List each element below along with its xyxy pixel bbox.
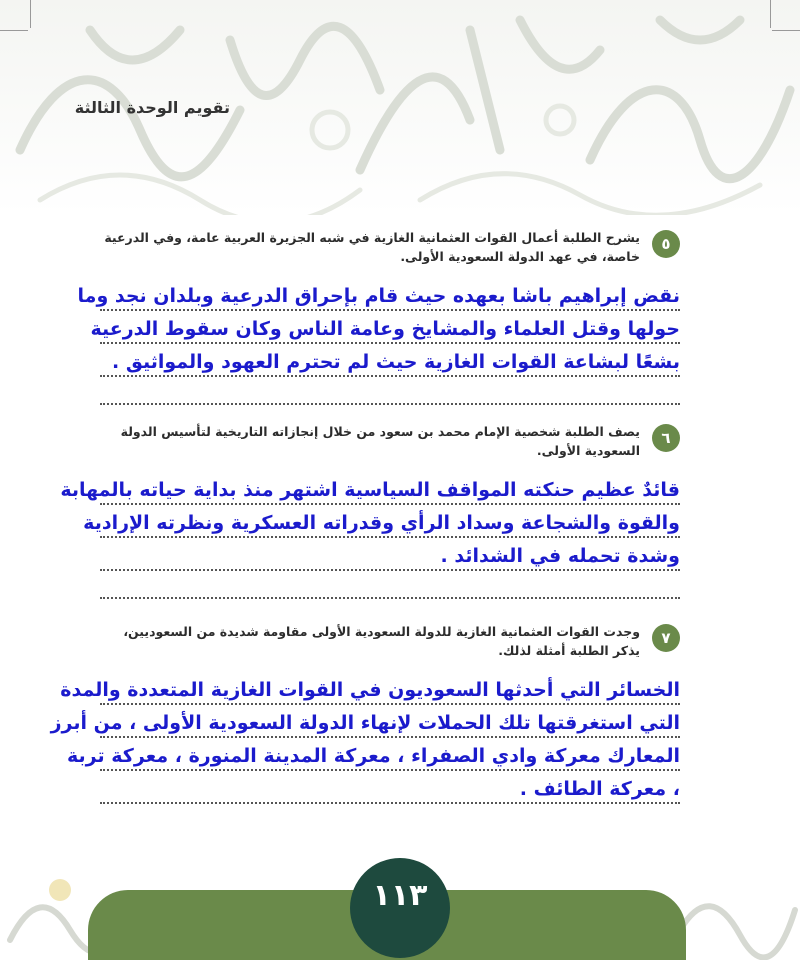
answer-area xyxy=(60,472,680,599)
unit-title: تقويم الوحدة الثالثة xyxy=(74,98,230,117)
answer-line xyxy=(50,705,680,738)
handwritten-answer: المعارك معركة وادي الصفراء ، معركة المدينة المنورة ، معركة تربة xyxy=(67,745,680,767)
answer-line xyxy=(100,771,680,804)
page-number: ١١٣ xyxy=(372,877,428,913)
handwritten-answer: الخسائر التي أحدثها السعوديون في القوات الغازية المتعددة والمدة xyxy=(60,679,680,701)
answer-area xyxy=(50,672,680,804)
crop-mark xyxy=(0,30,28,31)
handwritten-answer: والقوة والشجاعة وسداد الرأي وقدراته العسكرية ونظرته الإرادية xyxy=(83,512,680,534)
question-text-line: يشرح الطلبة أعمال القوات العثمانية الغازية في شبه الجزيرة العربية عامة، وفي الدرعية xyxy=(104,230,640,245)
handwritten-answer: بشعًا لبشاعة القوات الغازية حيث لم تحترم العهود والمواثيق . xyxy=(111,351,680,373)
answer-line xyxy=(60,672,680,705)
question-text-line: خاصة، في عهد الدولة السعودية الأولى. xyxy=(400,249,640,264)
handwritten-answer: ، معركة الطائف . xyxy=(519,778,680,800)
answer-line-empty xyxy=(100,377,680,405)
question-7 xyxy=(50,622,680,804)
answer-line xyxy=(67,738,680,771)
question-number-badge: ٦ xyxy=(652,424,680,452)
handwritten-answer: حولها وقتل العلماء والمشايخ وعامة الناس وكان سقوط الدرعية xyxy=(90,318,680,340)
answer-area xyxy=(77,278,680,405)
answer-line-empty xyxy=(100,571,680,599)
answer-line xyxy=(100,538,680,571)
answer-line xyxy=(77,278,680,311)
answer-line xyxy=(100,344,680,377)
question-header xyxy=(100,228,680,266)
question-number-badge: ٥ xyxy=(652,230,680,258)
question-text-line: يصف الطلبة شخصية الإمام محمد بن سعود من خلال إنجازاته التاريخية لتأسيس الدولة xyxy=(120,424,640,439)
answer-line xyxy=(83,505,680,538)
answer-line xyxy=(90,311,680,344)
question-6 xyxy=(60,422,680,599)
page-number-badge xyxy=(350,858,450,958)
question-number-badge: ٧ xyxy=(652,624,680,652)
handwritten-answer: وشدة تحمله في الشدائد . xyxy=(440,545,680,567)
question-header xyxy=(100,422,680,460)
question-text-line: يذكر الطلبة أمثلة لذلك. xyxy=(498,643,640,658)
answer-line xyxy=(60,472,680,505)
crop-mark xyxy=(772,30,800,31)
crop-mark xyxy=(30,0,31,28)
question-header xyxy=(100,622,680,660)
handwritten-answer: نقض إبراهيم باشا بعهده حيث قام بإحراق الدرعية وبلدان نجد وما xyxy=(77,285,680,307)
question-text-line: وجدت القوات العثمانية الغازية للدولة السعودية الأولى مقاومة شديدة من السعوديين، xyxy=(123,624,640,639)
handwritten-answer: التي استغرقتها تلك الحملات لإنهاء الدولة السعودية الأولى ، من أبرز xyxy=(50,712,680,734)
crop-mark xyxy=(770,0,771,28)
question-5 xyxy=(77,228,680,405)
handwritten-answer: قائدٌ عظيم حنكته المواقف السياسية اشتهر منذ بداية حياته بالمهابة xyxy=(60,479,680,501)
question-text-line: السعودية الأولى. xyxy=(536,443,640,458)
